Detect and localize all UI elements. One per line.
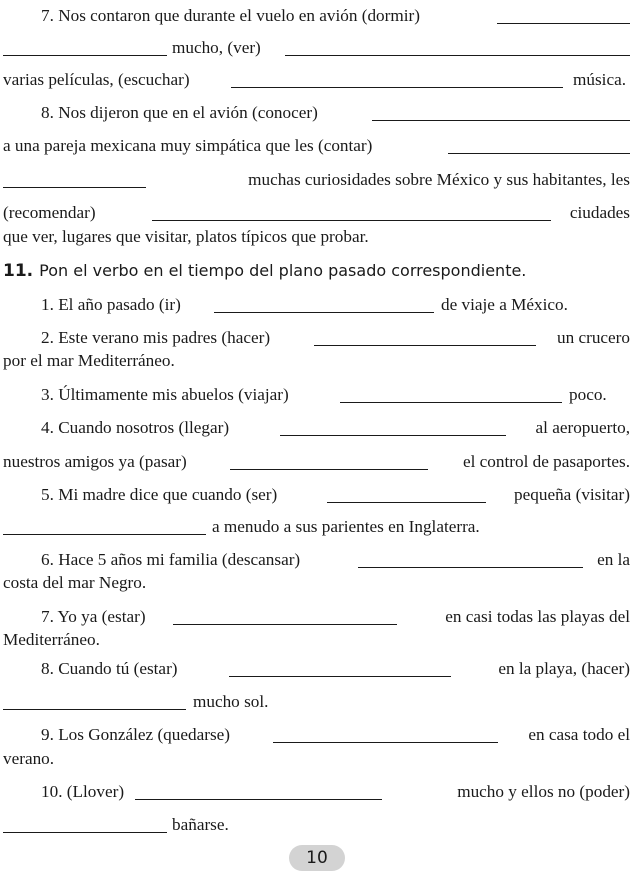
ex11-item5-cont xyxy=(0,513,632,541)
prompt-text: mucho sol. xyxy=(193,692,269,711)
prompt-text: varias películas, (escuchar) xyxy=(3,70,190,89)
prompt-text: en la playa, (hacer) xyxy=(498,659,630,678)
answer-blank[interactable] xyxy=(280,435,506,436)
prompt-text: un crucero xyxy=(556,328,630,347)
answer-blank[interactable] xyxy=(230,469,428,470)
prompt-text: 8. Nos dijeron que en el avión (conocer) xyxy=(41,103,318,122)
prompt-text: ciudades xyxy=(569,203,630,222)
prompt-text: música. xyxy=(573,70,626,89)
exercise-title: Pon el verbo en el tiempo del plano pasado correspondiente. xyxy=(39,261,527,280)
answer-blank[interactable] xyxy=(327,502,486,503)
prompt-text: muchas curiosidades sobre México y sus habitantes, les xyxy=(248,170,630,189)
prev-item8-line1 xyxy=(0,99,632,127)
prompt-text: de viaje a México. xyxy=(441,295,568,314)
prev-item7-line2 xyxy=(0,34,632,62)
prompt-text: 2. Este verano mis padres (hacer) xyxy=(41,328,271,347)
ex11-item3 xyxy=(0,381,632,409)
ex11-item10-cont xyxy=(0,811,632,839)
answer-blank[interactable] xyxy=(3,709,186,710)
ex11-item8-cont xyxy=(0,688,632,716)
prompt-text: en casi todas las playas del xyxy=(445,607,630,626)
prompt-text: verano. xyxy=(3,749,55,768)
prompt-text: al aeropuerto, xyxy=(535,418,630,437)
prompt-text: bañarse. xyxy=(172,815,229,834)
ex11-item7-cont xyxy=(0,626,632,654)
answer-blank[interactable] xyxy=(273,742,498,743)
prompt-text: 8. Cuando tú (estar) xyxy=(41,659,178,678)
answer-blank[interactable] xyxy=(3,187,146,188)
page-number: 10 xyxy=(289,845,345,871)
prompt-text: 10. (Llover) xyxy=(41,782,125,801)
answer-blank[interactable] xyxy=(3,55,167,56)
answer-blank[interactable] xyxy=(3,534,206,535)
answer-blank[interactable] xyxy=(229,676,451,677)
prompt-text: en la xyxy=(597,550,630,569)
ex11-item9-cont xyxy=(0,745,632,773)
prompt-text: 7. Nos contaron que durante el vuelo en avión (dormir) xyxy=(41,6,420,25)
answer-blank[interactable] xyxy=(314,345,536,346)
prompt-text: 1. El año pasado (ir) xyxy=(41,295,181,314)
answer-blank[interactable] xyxy=(340,402,562,403)
prompt-text: pequeña (visitar) xyxy=(514,485,630,504)
answer-blank[interactable] xyxy=(173,624,397,625)
prompt-text: mucho y ellos no (poder) xyxy=(457,782,630,801)
prompt-text: en casa todo el xyxy=(528,725,630,744)
answer-blank[interactable] xyxy=(497,23,630,24)
answer-blank[interactable] xyxy=(152,220,551,221)
prompt-text: 3. Últimamente mis abuelos (viajar) xyxy=(41,385,289,404)
answer-blank[interactable] xyxy=(214,312,434,313)
prompt-text: mucho, (ver) xyxy=(172,38,261,57)
prompt-text: 5. Mi madre dice que cuando (ser) xyxy=(41,485,278,504)
answer-blank[interactable] xyxy=(358,567,583,568)
answer-blank[interactable] xyxy=(3,832,167,833)
prompt-text: 6. Hace 5 años mi familia (descansar) xyxy=(41,550,301,569)
prompt-text: 9. Los González (quedarse) xyxy=(41,725,230,744)
prompt-text: a menudo a sus parientes en Inglaterra. xyxy=(212,517,480,536)
prev-item7-line3 xyxy=(0,66,632,94)
ex11-item6-cont xyxy=(0,569,632,597)
answer-blank[interactable] xyxy=(448,153,630,154)
answer-blank[interactable] xyxy=(231,87,563,88)
exercise-heading xyxy=(3,257,526,285)
prompt-text: por el mar Mediterráneo. xyxy=(3,351,175,370)
prompt-text: Mediterráneo. xyxy=(3,630,100,649)
answer-blank[interactable] xyxy=(372,120,630,121)
prev-item8-line5 xyxy=(0,223,632,251)
prompt-text: a una pareja mexicana muy simpática que les (contar) xyxy=(3,136,373,155)
prompt-text: 4. Cuando nosotros (llegar) xyxy=(41,418,230,437)
ex11-item2-cont xyxy=(0,347,632,375)
ex11-item4-cont xyxy=(0,448,632,476)
answer-blank[interactable] xyxy=(135,799,382,800)
prompt-text: 7. Yo ya (estar) xyxy=(41,607,146,626)
exercise-number: 11. xyxy=(3,261,34,281)
ex11-item4 xyxy=(0,414,632,442)
ex11-item1 xyxy=(0,291,632,319)
prev-item8-line2 xyxy=(0,132,632,160)
prompt-text: nuestros amigos ya (pasar) xyxy=(3,452,187,471)
ex11-item10 xyxy=(0,778,632,806)
prompt-text: costa del mar Negro. xyxy=(3,573,147,592)
prev-item8-line3 xyxy=(0,166,632,194)
ex11-item8 xyxy=(0,655,632,683)
prompt-text: (recomendar) xyxy=(3,203,96,222)
prompt-text: el control de pasaportes. xyxy=(462,452,630,471)
answer-blank[interactable] xyxy=(285,55,630,56)
prompt-text: que ver, lugares que visitar, platos típicos que probar. xyxy=(3,227,369,246)
ex11-item5 xyxy=(0,481,632,509)
prompt-text: poco. xyxy=(569,385,607,404)
prev-item7-line1 xyxy=(0,2,632,30)
